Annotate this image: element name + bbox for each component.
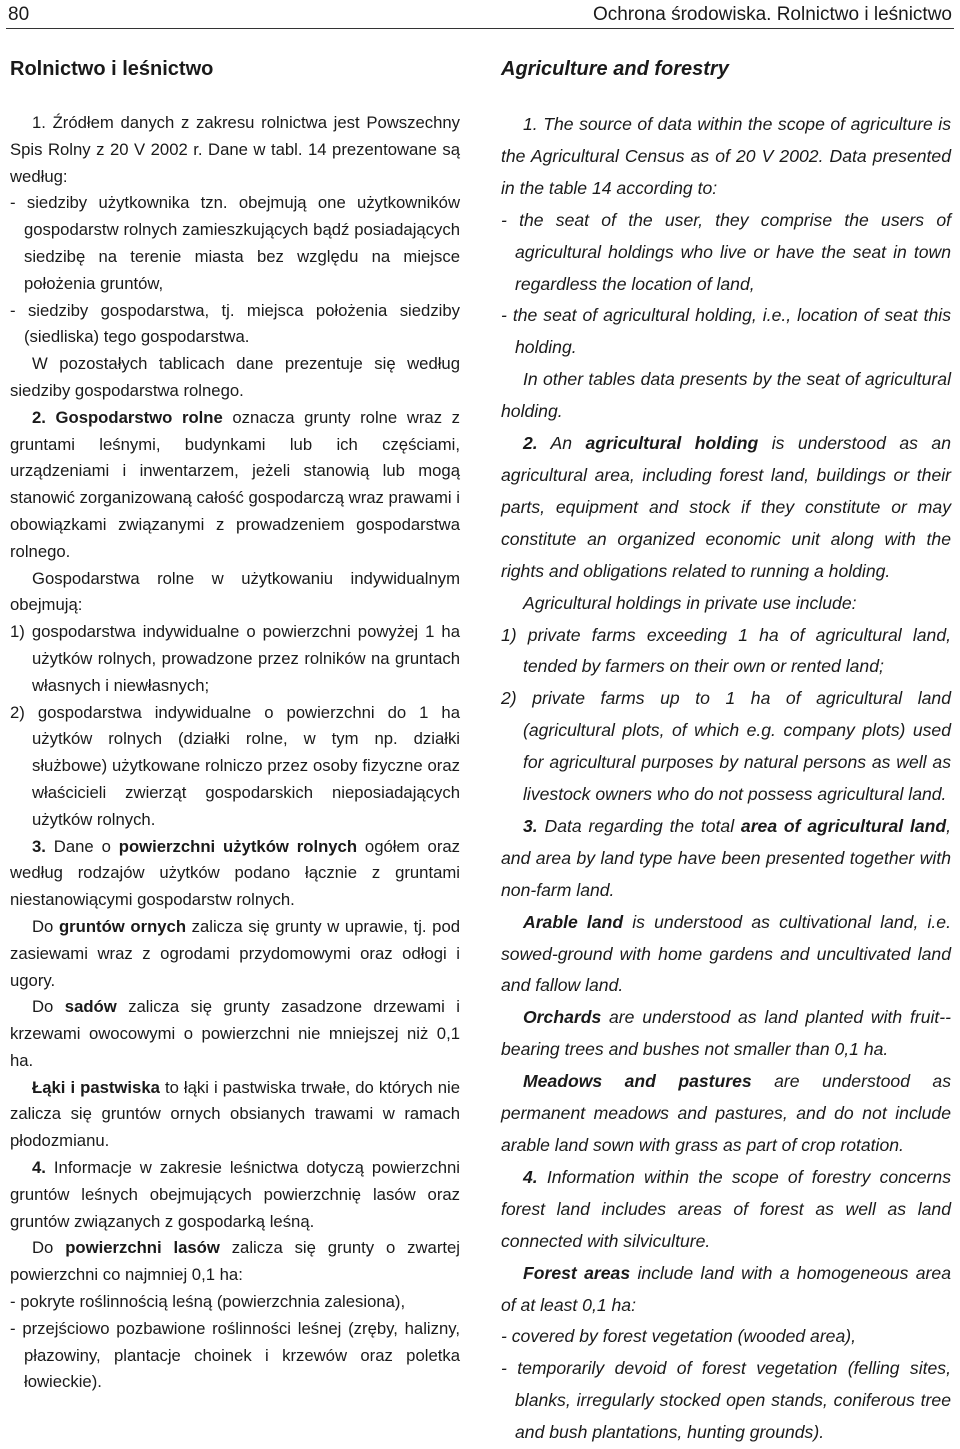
paragraph-text: Dane o [45,836,119,856]
term: gruntów ornych [58,916,187,936]
header-divider [6,28,954,29]
paragraph [10,914,460,994]
list-item: - pokryte roślinnością leśną (powierzchnia zalesiona), [10,1292,406,1312]
paragraph: 1. Źródłem danych z zakresu rolnictwa jest Powszechny Spis Rolny z 20 V 2002 r. Dane w tabl. 14 prezentowane są według: [10,113,460,186]
term: Łąki i pastwiska [32,1077,160,1097]
page-number: 80 [8,4,30,25]
paragraph-text: zalicza się grunty zasadzone drzewami i krzewami owocowymi o powierzchni nie mniejszej niż 0,1 ha. [10,997,460,1070]
paragraph-text: is understood as an agricultural area, including forest land, buildings or their parts, equipment and stock if they constitute or may constitute an organized economic unit along with the rights and obligations related to running a holding. [501,433,951,581]
item-number: 3. [32,836,46,856]
term: Gospodarstwo rolne [55,407,223,427]
list-item: - siedziby użytkownika tzn. obejmują one użytkowników gospodarstw rolnych zamieszkujących bądź posiadających siedzibę na terenie miasta bez względu na miejsce położenia gruntów, [10,193,460,293]
paragraph: Gospodarstwa rolne w użytkowaniu indywidualnym obejmują: [10,568,460,615]
item-number: 4. [523,1166,538,1187]
paragraph-text: zalicza się grunty w uprawie, tj. pod zasiewami wraz z ogrodami przydomowymi oraz odłogi i ugory. [10,916,461,990]
paragraph-text: Do [32,916,59,936]
section-title-en: Agriculture and forestry [501,58,729,80]
paragraph: In other tables data presents by the seat of agricultural holding. [501,369,951,422]
item-number: 2. [32,407,46,427]
paragraph [501,428,951,588]
list-item: - temporarily devoid of forest vegetation (felling sites, blanks, irregularly stocked open stands, coniferous tree and bush plantations, hunting grounds). [501,1358,951,1443]
section-title-pl: Rolnictwo i leśnictwo [10,58,214,80]
paragraph-text: Do [32,1238,66,1258]
item-number: 3. [523,815,538,836]
paragraph-text: is understood as cultivational land, i.e. sowed-ground with home gardens and uncultivated land and fallow land. [501,911,951,996]
paragraph-text: Do [32,997,65,1017]
paragraph-text: Informacje w zakresie leśnictwa dotyczą powierzchni gruntów leśnych obejmujących powierzchnię lasów oraz gruntów związanych z gospodarką leśną. [10,1158,460,1231]
item-number: 4. [32,1158,46,1178]
term: powierzchni użytków rolnych [118,836,358,856]
term: Meadows and pastures [523,1071,752,1092]
page-header [0,0,960,32]
paragraph: 1. The source of data within the scope of agriculture is the Agricultural Census as of 20 V 2002. Data presented in the table 14 according to: [501,114,951,198]
paragraph [10,1155,460,1235]
running-title: Ochrona środowiska. Rolnictwo i leśnictwo [592,4,952,25]
paragraph [501,1002,951,1066]
paragraph [501,1162,951,1258]
list-item: 1) gospodarstwa indywidualne o powierzchni powyżej 1 ha użytków rolnych, prowadzone przez rolników na gruntach własnych i niewłasnych; [10,622,460,695]
paragraph [10,1235,460,1289]
paragraph-text: include land with a homogeneous area of at least 0,1 ha: [501,1262,951,1315]
list-item: - the seat of the user, they comprise the users of agricultural holdings who live or have the seat in town regardless the location of land, [501,209,951,294]
paragraph [501,811,951,907]
paragraph-text: zalicza się grunty o zwartej powierzchni co najmniej 0,1 ha: [10,1238,461,1285]
paragraph [10,1075,460,1155]
paragraph-text: ogółem oraz według rodzajów użytków podano łącznie z gruntami niestanowiącymi gospodarstw rolnych. [10,836,460,910]
term: Arable land [523,911,624,932]
paragraph-text: to łąki i pastwiska trwałe, do których nie zalicza się gruntów ornych obsianych trawami w ramach płodozmianu. [10,1077,460,1151]
paragraph-text: Data regarding the total [537,815,741,836]
english-column [501,52,951,1449]
list-item: 1) private farms exceeding 1 ha of agricultural land, tended by farmers on their own or rented land; [501,624,951,677]
item-number: 2. [523,433,538,454]
list-item: 2) gospodarstwa indywidualne o powierzchni do 1 ha użytków rolnych (działki rolne, w tym np. działki służbowe) użytkowane rolniczo przez osoby fizyczne oraz właścicieli zwierząt gospodarskich nieposiadających użytków rolnych. [10,702,460,829]
paragraph: Agricultural holdings in private use include: [523,592,857,613]
list-item: - the seat of agricultural holding, i.e., location of seat this holding. [501,305,951,358]
paragraph [501,1258,951,1322]
term: Forest areas [523,1262,631,1283]
term: Orchards [523,1007,602,1028]
paragraph-text: are understood as permanent meadows and pastures, and do not include arable land sown with grass as part of crop rotation. [501,1071,951,1155]
list-item: - siedziby gospodarstwa, tj. miejsca położenia siedziby (siedliska) tego gospodarstwa. [10,300,460,347]
paragraph [501,907,951,1003]
polish-column [10,52,460,1396]
term: powierzchni lasów [65,1238,220,1258]
list-item: - przejściowo pozbawione roślinności leśnej (zręby, halizny, płazowiny, plantacje choinek i krzewów oraz poletka łowieckie). [10,1318,460,1392]
paragraph [10,994,460,1074]
term: area of agricultural land [740,815,947,836]
paragraph-text: oznacza grunty rolne wraz z gruntami leśnymi, budynkami lub ich częściami, urządzeniami i inwentarzem, jeżeli stanowią lub mogą stanowić zorganizowaną całość gospodarczą wraz prawami i obowiązkami związanymi z prowadzeniem gospodarstwa rolnego. [10,407,460,561]
paragraph-text: An [537,433,586,454]
term: agricultural holding [585,433,759,454]
paragraph [10,834,460,914]
paragraph: W pozostałych tablicach dane prezentuje się według siedziby gospodarstwa rolnego. [10,354,460,400]
list-item: - covered by forest vegetation (wooded area), [501,1326,857,1347]
paragraph-text: Information within the scope of forestry concerns forest land includes areas of forest as well as land connected with silviculture. [501,1166,951,1251]
list-item: 2) private farms up to 1 ha of agricultural land (agricultural plots, of which e.g. company plots) used for agricultural purposes by natural persons as well as livestock owners who do not possess agricultural land. [501,688,951,805]
paragraph [10,405,460,566]
paragraph [501,1066,951,1162]
paragraph-text: are understood as land planted with fruit--bearing trees and bushes not smaller than 0,1 ha. [501,1007,951,1060]
term: sadów [64,997,117,1017]
paragraph-text: , and area by land type have been presented together with non-farm land. [501,815,952,900]
